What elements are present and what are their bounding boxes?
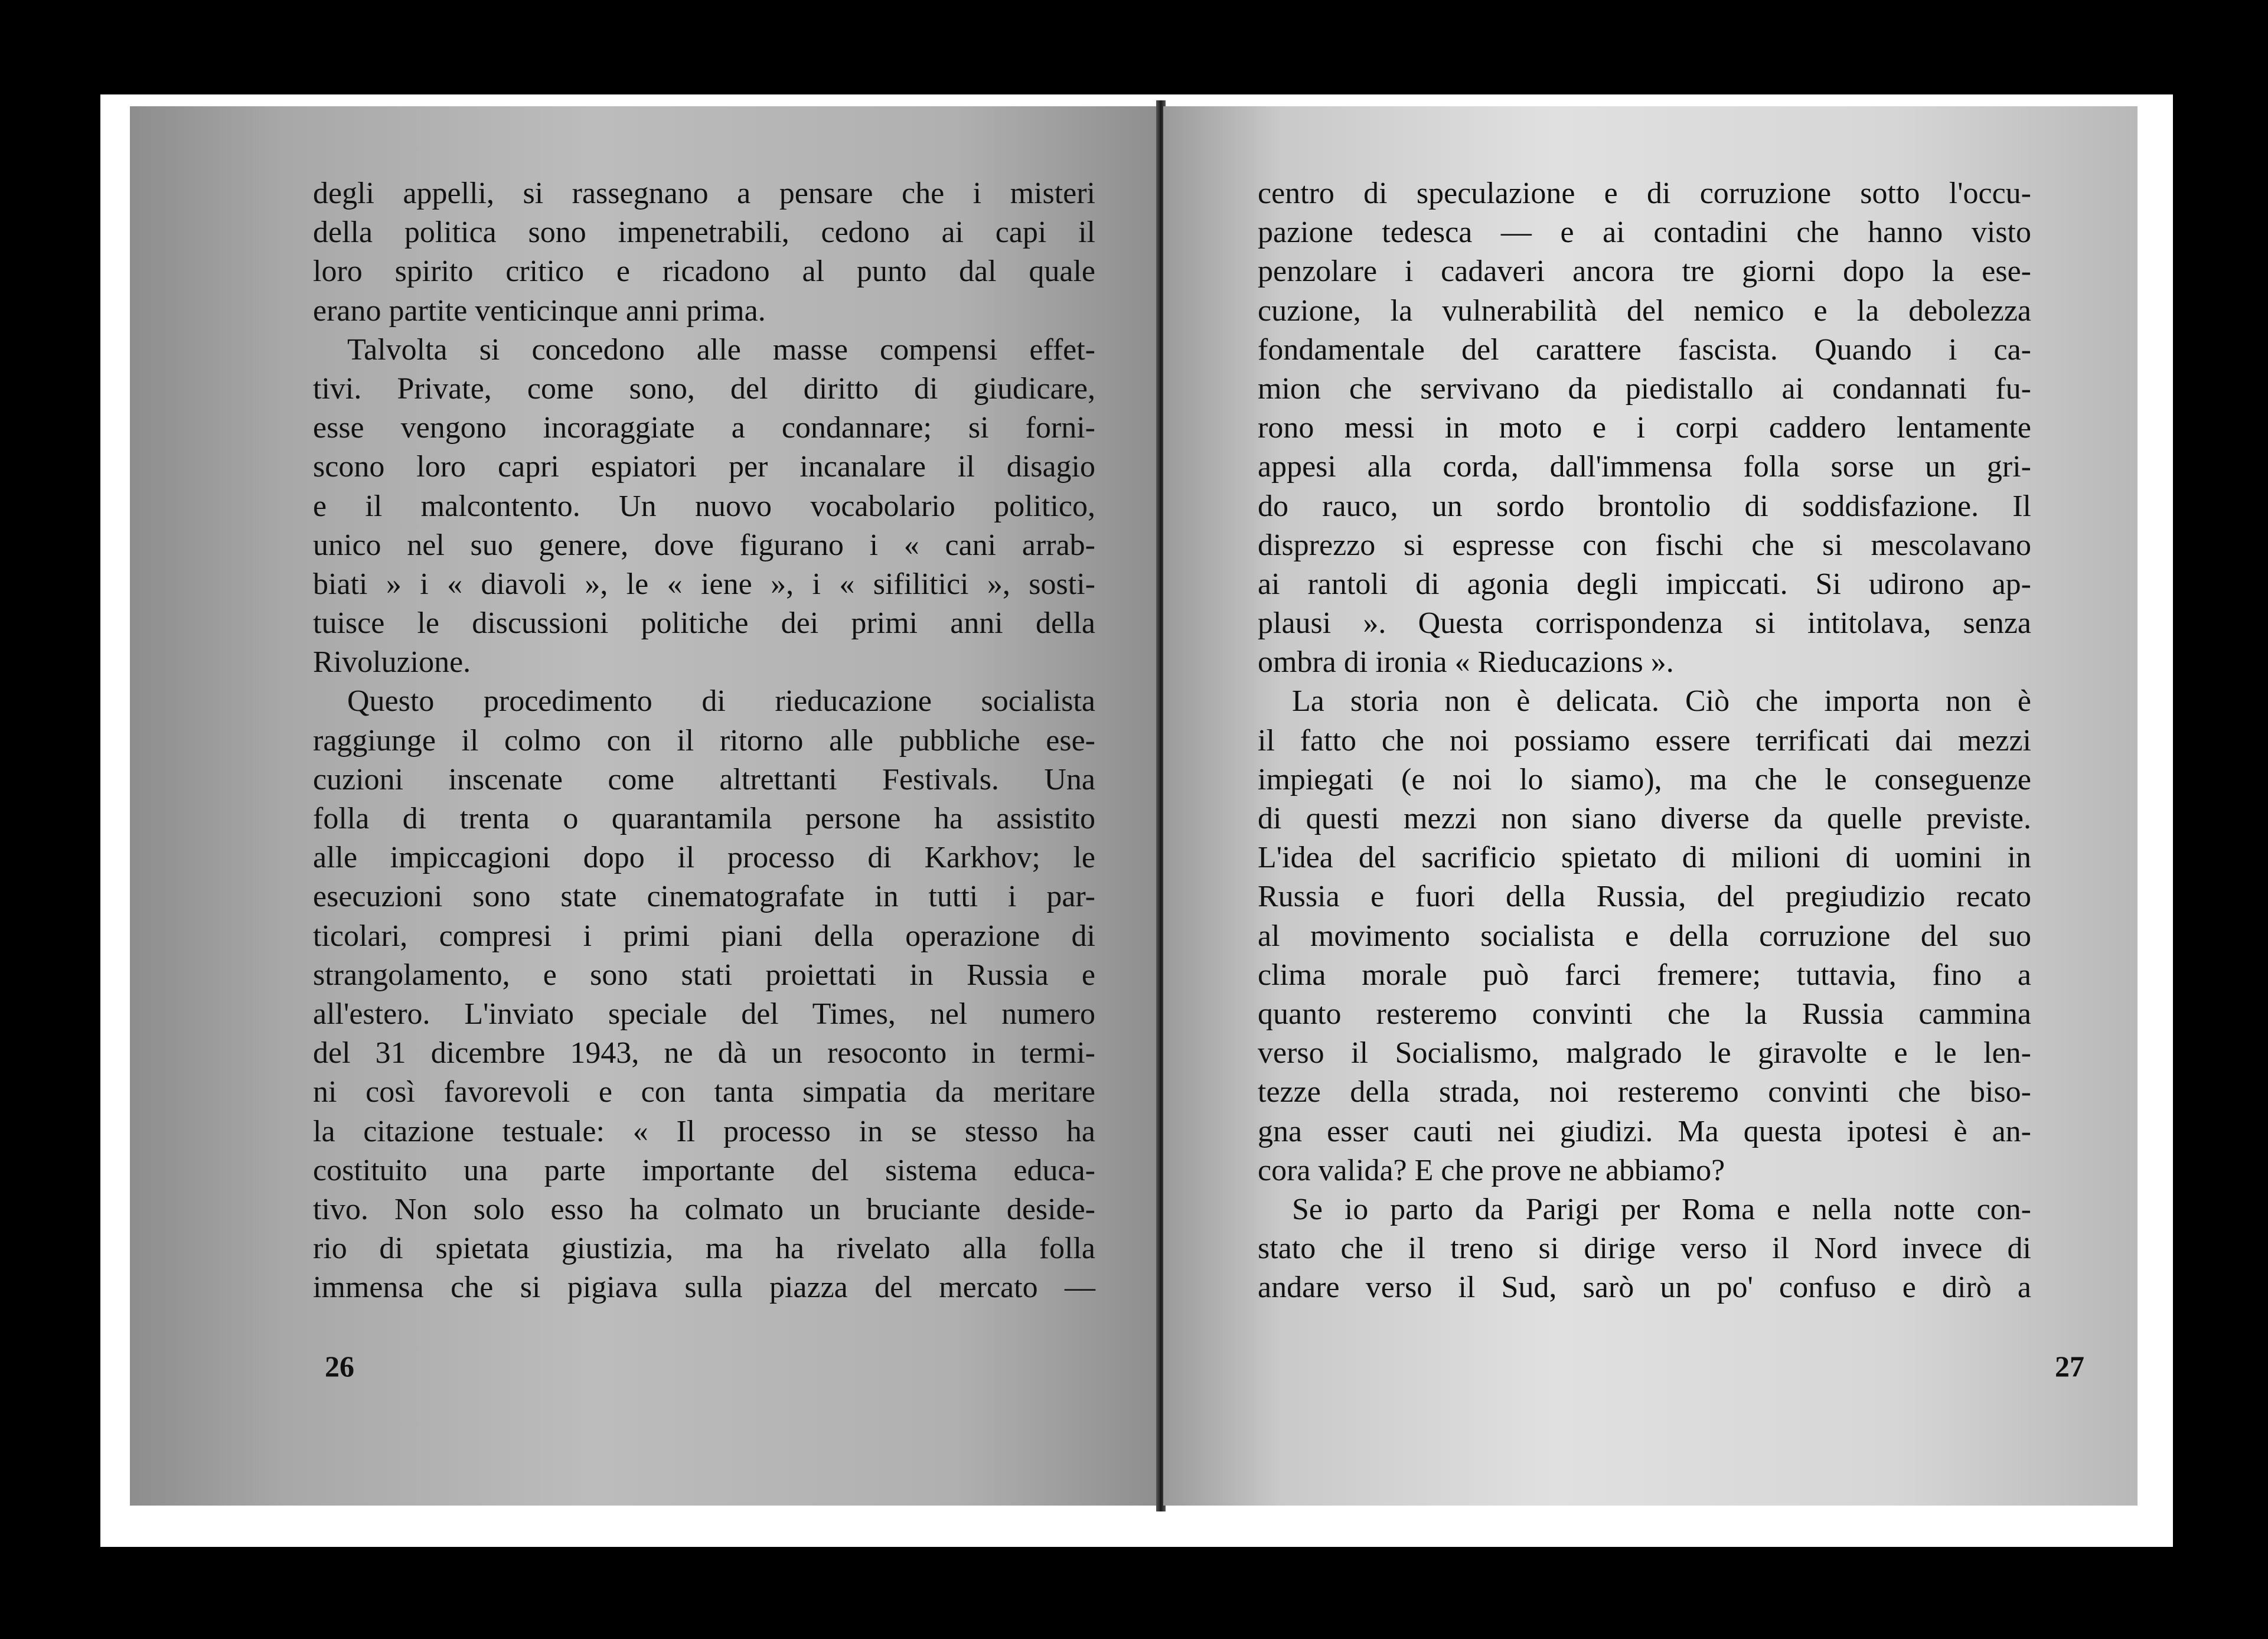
text-line: strangolamento, e sono stati proiettati in Russia e [313,958,1095,992]
right-page [1163,106,2138,1506]
text-line: esse vengono incoraggiate a condannare; si forni- [313,411,1095,445]
text-line: tivo. Non solo esso ha colmato un bruciante deside- [313,1192,1095,1226]
text-line: plausi ». Questa corrispondenza si intitolava, senza [1258,606,2031,641]
left-page-text [313,174,1095,1307]
left-page [130,106,1160,1506]
text-line: il fatto che noi possiamo essere terrificati dai mezzi [1258,723,2031,758]
text-line: tivi. Private, come sono, del diritto di giudicare, [313,371,1095,406]
text-line: impiegati (e noi lo siamo), ma che le conseguenze [1258,762,2031,796]
text-line: all'estero. L'inviato speciale del Times, nel numero [313,997,1095,1031]
text-line: appesi alla corda, dall'immensa folla sorse un gri- [1258,450,2031,484]
text-line: costituito una parte importante del sistema educa- [313,1153,1095,1187]
text-line: esecuzioni sono state cinematografate in tutti i par- [313,880,1095,914]
text-line: raggiunge il colmo con il ritorno alle pubbliche ese- [313,723,1095,758]
text-line: L'idea del sacrificio spietato di milioni di uomini in [1258,841,2031,875]
text-line: unico nel suo genere, dove figurano i « cani arrab- [313,528,1095,562]
text-line: loro spirito critico e ricadono al punto dal quale [313,254,1095,289]
text-line: del 31 dicembre 1943, ne dà un resoconto in termi- [313,1036,1095,1070]
text-line: centro di speculazione e di corruzione sotto l'occu- [1258,177,2031,210]
text-line: gna esser cauti nei giudizi. Ma questa ipotesi è an- [1258,1114,2031,1148]
text-line: tuisce le discussioni politiche dei primi anni della [313,606,1095,641]
text-line: biati » i « diavoli », le « iene », i « sifilitici », sosti- [313,567,1095,601]
text-line: ni così favorevoli e con tanta simpatia da meritare [313,1075,1095,1109]
text-line: folla di trenta o quarantamila persone ha assistito [313,802,1095,835]
text-line: andare verso il Sud, sarò un po' confuso e dirò a [1258,1271,2031,1305]
text-line: immensa che si pigiava sulla piazza del mercato — [313,1271,1095,1305]
text-line: di questi mezzi non siano diverse da quelle previste. [1258,802,2031,835]
text-line: erano partite venticinque anni prima. [313,293,766,328]
text-line: Se io parto da Parigi per Roma e nella notte con- [1292,1192,2031,1226]
text-line: Talvolta si concedono alle masse compensi effet- [347,332,1095,367]
text-line: rio di spietata giustizia, ma ha rivelato alla folla [313,1232,1095,1266]
right-page-number: 27 [2055,1350,2084,1383]
text-line: pazione tedesca — e ai contadini che hanno visto [1258,216,2031,250]
text-line: cuzioni inscenate come altrettanti Festivals. Una [313,762,1095,796]
text-line: tezze della strada, noi resteremo convinti che biso- [1258,1075,2031,1109]
text-line: Questo procedimento di rieducazione socialista [347,684,1095,719]
text-line: e il malcontento. Un nuovo vocabolario politico, [313,489,1095,523]
text-line: cuzione, la vulnerabilità del nemico e la debolezza [1258,293,2031,328]
book-spread [100,94,2173,1547]
text-line: ticolari, compresi i primi piani della operazione di [313,919,1095,953]
text-line: penzolare i cadaveri ancora tre giorni dopo la ese- [1258,254,2031,289]
text-line: rono messi in moto e i corpi caddero lentamente [1258,411,2031,445]
text-line: mion che servivano da piedistallo ai condannati fu- [1258,371,2031,406]
text-line: disprezzo si espresse con fischi che si mescolavano [1258,528,2031,562]
text-line: ombra di ironia « Rieducazions ». [1258,645,1674,680]
text-line: Rivoluzione. [313,645,471,680]
text-line: della politica sono impenetrabili, cedono ai capi il [313,216,1095,250]
left-page-number: 26 [325,1350,354,1383]
text-line: stato che il treno si dirige verso il Nord invece di [1258,1232,2031,1266]
text-line: clima morale può farci fremere; tuttavia, fino a [1258,958,2031,992]
text-line: ai rantoli di agonia degli impiccati. Si udirono ap- [1258,567,2031,601]
text-line: fondamentale del carattere fascista. Quando i ca- [1258,332,2031,367]
text-line: alle impiccagioni dopo il processo di Karkhov; le [313,841,1095,875]
text-line: cora valida? E che prove ne abbiamo? [1258,1153,1725,1187]
text-line: quanto resteremo convinti che la Russia cammina [1258,997,2031,1031]
text-line: La storia non è delicata. Ciò che importa non è [1292,684,2031,719]
text-line: verso il Socialismo, malgrado le giravolte e le len- [1258,1036,2031,1070]
text-line: al movimento socialista e della corruzione del suo [1258,919,2031,953]
text-line: degli appelli, si rassegnano a pensare che i misteri [313,177,1095,210]
right-page-text [1258,174,2031,1307]
text-line: do rauco, un sordo brontolio di soddisfazione. Il [1258,489,2031,523]
text-line: scono loro capri espiatori per incanalare il disagio [313,450,1095,484]
text-line: Russia e fuori della Russia, del pregiudizio recato [1258,880,2031,914]
text-line: la citazione testuale: « Il processo in se stesso ha [313,1114,1095,1148]
